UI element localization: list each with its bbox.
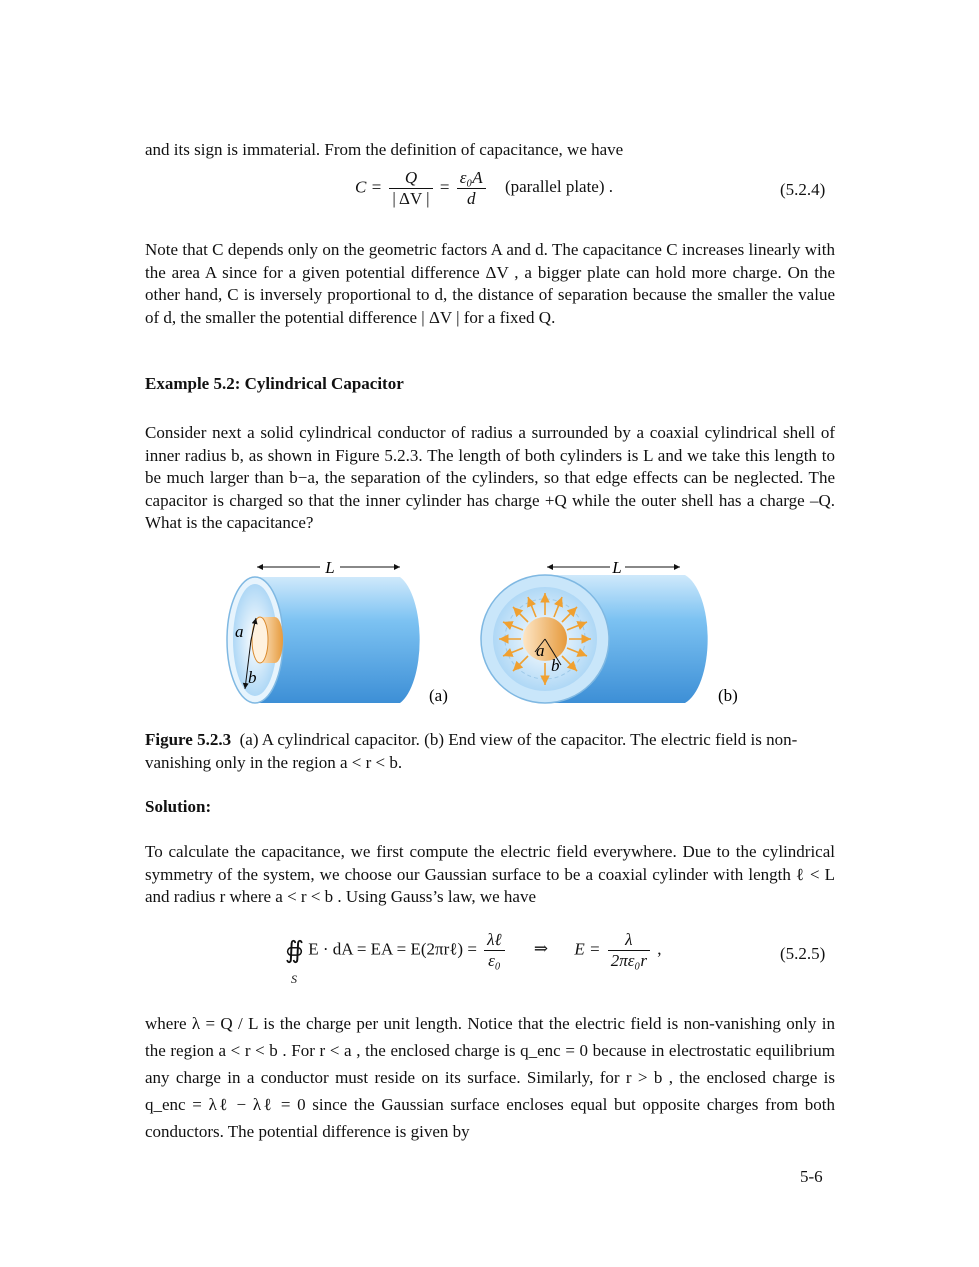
- fraction-numerator: Q: [389, 168, 432, 189]
- label-L-a: L: [325, 558, 335, 577]
- equation-number: (5.2.5): [780, 944, 826, 963]
- fraction-q-over-dv: [389, 168, 432, 209]
- caption-label: Figure 5.2.3: [145, 730, 232, 749]
- cylinder-b: [481, 558, 738, 705]
- eq-comma: ,: [657, 939, 662, 959]
- integral-subscript: S: [291, 972, 297, 986]
- caption-text: (a) A cylindrical capacitor. (b) End view of the capacitor. The electric field is non-vanishing only in the region a < r < b.: [145, 730, 798, 772]
- sublabel-a: (a): [429, 686, 448, 705]
- fraction-lambda-l-over-eps: [484, 930, 504, 971]
- paragraph-capacitance-note: Note that C depends only on the geometric factors A and d. The capacitance C increases linearly with the area A since for a given potential difference ΔV , a bigger plate can hold more charge. On the other hand, C is inversely proportional to d, the distance of separation because the smaller the value of d, the smaller the potential difference | ΔV | for a fixed Q.: [145, 240, 835, 327]
- paragraph-solution: To calculate the capacitance, we first compute the electric field everywhere. Due to the cylindrical symmetry of the system, we choose our Gaussian surface to be a coaxial cylinder with length ℓ < L and radius r where a < r < b . Using Gauss’s law, we have: [145, 842, 835, 906]
- eq-lhs: C =: [355, 177, 383, 197]
- eq-body: E · dA = EA = E(2πrℓ) =: [308, 939, 477, 959]
- fraction-denominator: ε₀: [488, 951, 501, 970]
- label-L-b: L: [612, 558, 622, 577]
- cylinder-a: [227, 558, 448, 705]
- fraction-lambda-over-2pi: [608, 930, 650, 971]
- equation-note: (parallel plate) .: [504, 177, 614, 197]
- label-b-a: b: [248, 668, 257, 687]
- equation-number: (5.2.4): [780, 180, 826, 199]
- equation-5-2-5: [285, 930, 661, 971]
- equation-5-2-4: [355, 168, 613, 209]
- fraction-numerator: λℓ: [484, 930, 504, 951]
- example-heading: Example 5.2: Cylindrical Capacitor: [145, 374, 404, 393]
- page-number: 5-6: [800, 1167, 823, 1186]
- fraction-numerator: λ: [608, 930, 650, 951]
- figure-cylindrical-capacitor: [215, 555, 755, 710]
- fraction-denominator: | ΔV |: [392, 189, 430, 208]
- solution-heading: Solution:: [145, 797, 212, 816]
- label-a-b: a: [536, 641, 545, 660]
- paragraph-field-explanation: where λ = Q / L is the charge per unit length. Notice that the electric field is non-vanishing only in the region a < r < b . For r < a , the enclosed charge is q_enc = 0 because in electrostatic equilibrium any charge in a conductor must reside on its surface. Similarly, for r > b , the enclosed charge is q_enc = λℓ − λℓ = 0 since the Gaussian surface encloses equal but opposite charges from both conductors. The potential difference is given by: [145, 1014, 835, 1141]
- fraction-denominator: 2πε₀r: [610, 951, 647, 970]
- implies-arrow: ⇒: [533, 939, 549, 959]
- surface-integral-symbol: ∯: [285, 938, 304, 964]
- equals-sign: =: [439, 177, 450, 197]
- paragraph-problem: Consider next a solid cylindrical conductor of radius a surrounded by a coaxial cylindrical shell of inner radius b, as shown in Figure 5.2.3. The length of both cylinders is L and we take this length to be much larger than b−a, the separation of the cylinders, so that edge effects can be neglected. The capacitor is charged so that the inner cylinder has charge +Q while the outer shell has a charge –Q. What is the capacitance?: [145, 423, 835, 532]
- sublabel-b: (b): [718, 686, 738, 705]
- fraction-denominator: d: [466, 189, 476, 208]
- fraction-numerator: ε₀A: [457, 168, 486, 189]
- figure-caption: [145, 729, 835, 774]
- label-a-a: a: [235, 622, 244, 641]
- fraction-eps-a-over-d: [457, 168, 486, 209]
- intro-line: and its sign is immaterial. From the definition of capacitance, we have: [145, 140, 624, 159]
- eq-lhs-e: E =: [574, 939, 601, 959]
- label-b-b: b: [551, 656, 560, 675]
